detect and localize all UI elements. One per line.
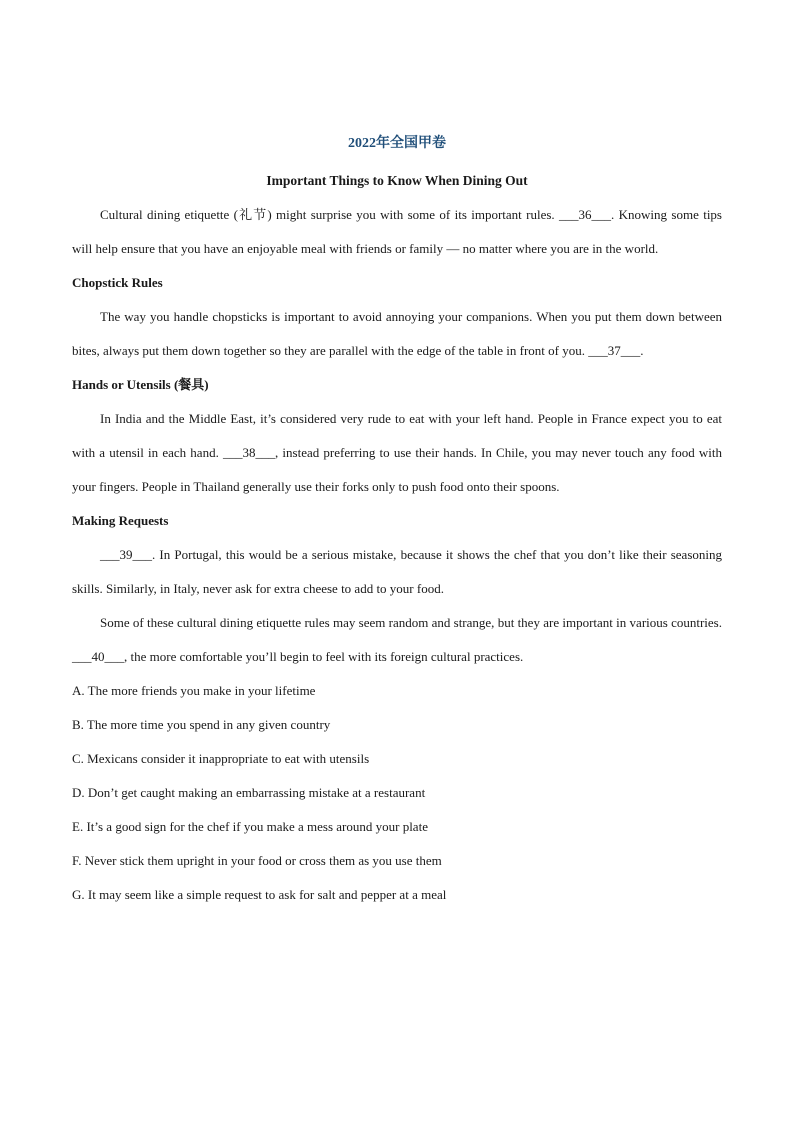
intro-paragraph: Cultural dining etiquette (礼节) might surprise you with some of its important rules. ___36___. Knowing some tips will help ensure that you have an enjoyable meal with friends or family — no matter where you are in the world. (72, 207, 722, 256)
section-heading-hands-or-utensils: Hands or Utensils (餐具) (72, 377, 209, 392)
option-g: G. It may seem like a simple request to ask for salt and pepper at a meal (72, 887, 447, 902)
option-b: B. The more time you spend in any given country (72, 717, 331, 732)
document-page (72, 130, 722, 912)
passage-title: Important Things to Know When Dining Out (266, 173, 528, 188)
option-a: A. The more friends you make in your lifetime (72, 683, 316, 698)
option-e: E. It’s a good sign for the chef if you make a mess around your plate (72, 819, 428, 834)
exam-title: 2022年全国甲卷 (348, 136, 446, 151)
section-heading-chopstick-rules: Chopstick Rules (72, 275, 163, 290)
option-c: C. Mexicans consider it inappropriate to eat with utensils (72, 751, 370, 766)
hands-or-utensils-paragraph: In India and the Middle East, it’s considered very rude to eat with your left hand. People in France expect you to eat with a utensil in each hand. ___38___, instead preferring to use their hands. In Chile, you may never touch any food with your fingers. People in Thailand generally use their forks only to push food onto their spoons. (72, 411, 722, 494)
option-d: D. Don’t get caught making an embarrassing mistake at a restaurant (72, 785, 426, 800)
option-f: F. Never stick them upright in your food or cross them as you use them (72, 853, 442, 868)
conclusion-paragraph: Some of these cultural dining etiquette rules may seem random and strange, but they are important in various countries. ___40___, the more comfortable you’ll begin to feel with its foreign cultural practices. (72, 615, 722, 664)
chopstick-rules-paragraph: The way you handle chopsticks is important to avoid annoying your companions. When you put them down between bites, always put them down together so they are parallel with the edge of the table in front of you. ___37___. (72, 309, 722, 358)
answer-options (72, 674, 722, 912)
making-requests-paragraph: ___39___. In Portugal, this would be a serious mistake, because it shows the chef that you don’t like their seasoning skills. Similarly, in Italy, never ask for extra cheese to add to your food. (72, 547, 722, 596)
section-heading-making-requests: Making Requests (72, 513, 169, 528)
